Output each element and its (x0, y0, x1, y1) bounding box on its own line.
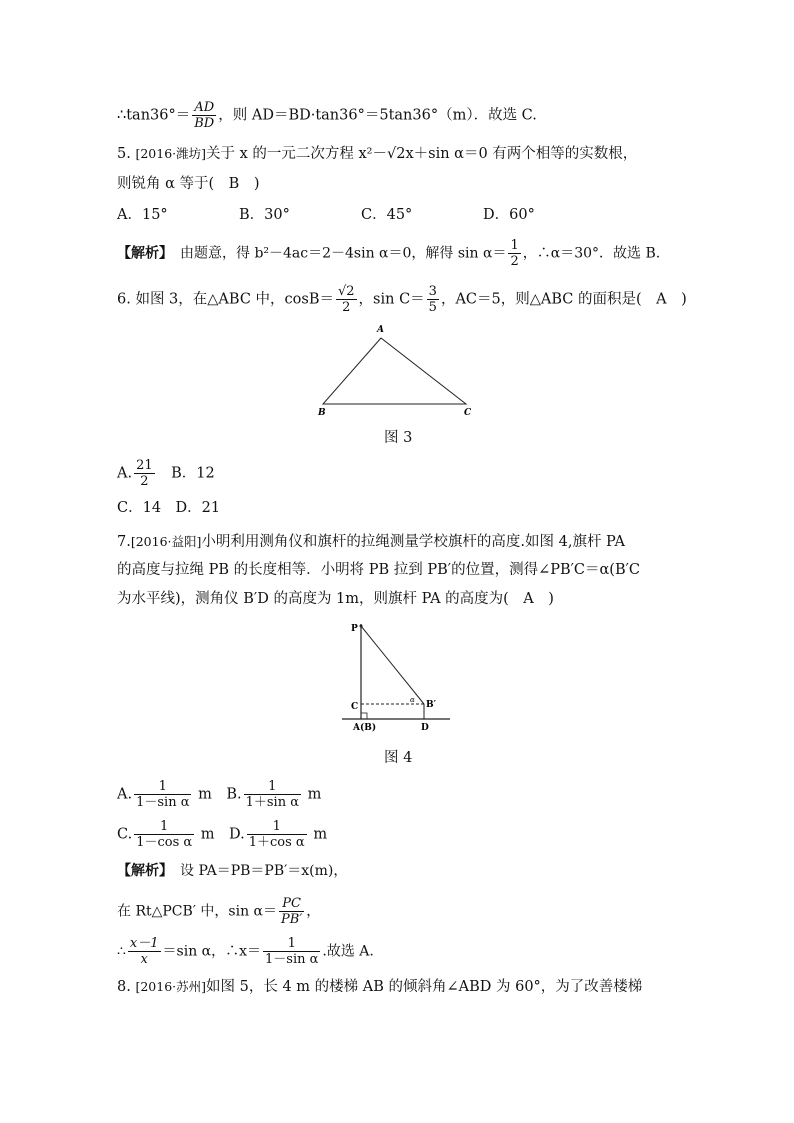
q8-stem: 8. [2016·苏州]如图 5，长 4 m 的楼梯 AB 的倾斜角∠ABD 为 60°，为了改善楼梯 (117, 979, 643, 995)
point-d-label: D (421, 723, 429, 733)
point-a-b-label: A(B) (353, 723, 377, 733)
figure-3-triangle (310, 318, 490, 418)
q5-source: [2016·潍坊] (135, 146, 206, 161)
q5-option-c: C．45° (361, 207, 413, 223)
vertex-a-label: A (377, 325, 384, 335)
point-b-prime-label: B′ (426, 700, 436, 710)
q8-source: [2016·苏州] (135, 979, 206, 994)
angle-alpha-label: α (410, 696, 415, 704)
q5-option-a: A．15° (117, 207, 168, 223)
point-p-label: P (351, 624, 358, 634)
q5-analysis: 【解析】 由题意，得 b²－4ac＝2－4sin α＝0，解得 sin α＝ $\frac{1}{2}$ ，∴α＝30°．故选 B. (117, 238, 661, 269)
analysis-label: 【解析】 (117, 245, 166, 262)
q7-stem-line1: 7.[2016·益阳]小明利用测角仪和旗杆的拉绳测量学校旗杆的高度.如图 4,旗杆 PA (117, 534, 625, 550)
q6-options-ab: A. $\frac{21}{2}$ B．12 (117, 458, 215, 489)
q6-stem: 6. 如图 3，在△ABC 中，cosB＝ $\frac{√2}{2}$ ，sin C＝ $\frac{3}{5}$ ，AC＝5，则△ABC 的面积是( A ) (117, 284, 687, 315)
analysis-label: 【解析】 (117, 863, 166, 879)
vertex-b-label: B (318, 408, 326, 418)
q7-stem-line3: 为水平线)，测角仪 B′D 的高度为 1m，则旗杆 PA 的高度为( A ) (117, 591, 554, 607)
q7-options-ab: A. $\frac{1}{\text{1－sin α}}$ m B. $\frac{1}{\text{1＋sin α}}$ m (117, 779, 322, 810)
figure-3-caption: 图 3 (384, 430, 413, 446)
q7-options-cd: C. $\frac{1}{\text{1－cos α}}$ m D. $\frac{1}{\text{1＋cos α}}$ m (117, 819, 328, 850)
previous-solution-line: ∴tan36°＝ $\frac{AD}{BD}$ ，则 AD＝BD·tan36°＝5tan36°（m）．故选 C. (117, 100, 537, 131)
q7-source: [2016·益阳] (130, 534, 202, 549)
q7-analysis-line1: 【解析】 设 PA＝PB＝PB′＝x(m)， (117, 863, 348, 879)
q5-stem-line2: 则锐角 α 等于( B ) (117, 176, 260, 192)
figure-4-flagpole (340, 618, 458, 738)
point-c-label: C (351, 702, 359, 712)
q5-stem-line1: 5. [2016·潍坊]关于 x 的一元二次方程 x²－√2x＋sin α＝0 有两个相等的实数根， (117, 146, 638, 162)
ad-over-bd-fraction: $\frac{AD}{BD}$ (194, 100, 215, 131)
q5-options (117, 205, 689, 225)
q5-option-b: B．30° (239, 207, 290, 223)
q7-analysis-line2: 在 Rt△PCB′ 中，sin α＝ $\frac{PC}{PB'}$ ， (117, 896, 321, 927)
q5-option-d: D．60° (483, 207, 535, 223)
vertex-c-label: C (464, 408, 472, 418)
q7-analysis-line3: ∴ $\frac{x-1}{x}$ ＝sin α，∴x＝ $\frac{1}{\text{1－sin α}}$ .故选 A. (117, 936, 374, 967)
figure-4-caption: 图 4 (384, 750, 413, 766)
q7-stem-line2: 的高度与拉绳 PB 的长度相等．小明将 PB 拉到 PB′的位置，测得∠PB′C＝α(B′C (117, 562, 641, 578)
q6-options-cd: C．14 D．21 (117, 500, 221, 516)
